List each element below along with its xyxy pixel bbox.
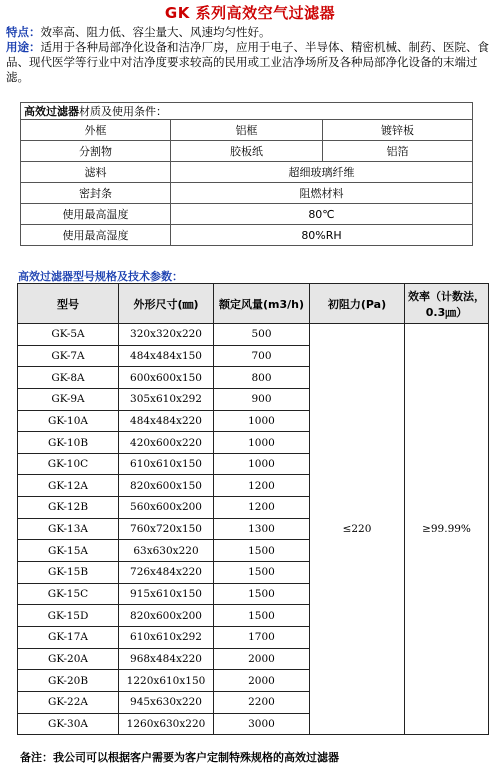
cell-size: 560x600x200 [119,497,214,519]
temp-value: 80℃ [171,204,473,225]
humidity-label: 使用最高湿度 [21,225,171,246]
features-label: 特点： [6,25,41,39]
cell-model: GK-10A [18,410,119,432]
page-title: GK 系列高效空气过滤器 [164,4,336,22]
cell-airflow: 1200 [214,497,310,519]
cell-model: GK-7A [18,345,119,367]
cell-size: 305x610x292 [119,388,214,410]
header-model: 型号 [18,284,119,324]
humidity-value: 80%RH [171,225,473,246]
cell-airflow: 1500 [214,605,310,627]
frame-aluminum: 铝框 [171,120,323,141]
header-resistance: 初阻力(Pa) [310,284,405,324]
spec-row-separator [21,141,473,162]
cell-model: GK-10C [18,453,119,475]
cell-model: GK-13A [18,518,119,540]
cell-airflow: 2000 [214,670,310,692]
cell-airflow: 1700 [214,626,310,648]
cell-airflow: 1300 [214,518,310,540]
cell-model: GK-15A [18,540,119,562]
cell-model: GK-5A [18,324,119,346]
cell-airflow: 3000 [214,713,310,735]
header-airflow: 额定风量(m3/h) [214,284,310,324]
cell-airflow: 1000 [214,453,310,475]
cell-size: 63x630x220 [119,540,214,562]
cell-size: 484x484x150 [119,345,214,367]
cell-model: GK-12B [18,497,119,519]
cell-size: 600x600x150 [119,367,214,389]
cell-model: GK-12A [18,475,119,497]
cell-model: GK-22A [18,691,119,713]
filter-value: 超细玻璃纤维 [171,162,473,183]
cell-size: 484x484x220 [119,410,214,432]
cell-size: 420x600x220 [119,432,214,454]
cell-airflow: 1500 [214,540,310,562]
header-efficiency: 效率（计数法，0.3㎛） [405,284,489,324]
spec-table [20,102,473,246]
features-text: 效率高、阻力低、容尘量大、风速均匀性好。 [40,25,271,39]
usage-text: 适用于各种局部净化设备和洁净厂房，应用于电子、半导体、精密机械、制药、医院、食品、现代医学等行业中对洁净度要求较高的民用或工业洁净场所及各种局部净化设备的末端过滤。 [6,40,489,84]
cell-model: GK-17A [18,626,119,648]
cell-model: GK-10B [18,432,119,454]
cell-airflow: 2000 [214,648,310,670]
separator-label: 分割物 [21,141,171,162]
cell-model: GK-8A [18,367,119,389]
cell-airflow: 2200 [214,691,310,713]
cell-airflow: 1000 [214,432,310,454]
cell-airflow: 1000 [214,410,310,432]
cell-size: 760x720x150 [119,518,214,540]
cell-airflow: 1200 [214,475,310,497]
spec-header-rest: 材质及使用条件： [79,105,167,118]
models-table [17,283,489,735]
cell-size: 915x610x150 [119,583,214,605]
usage-paragraph [6,40,494,85]
cell-model: GK-15D [18,605,119,627]
seal-label: 密封条 [21,183,171,204]
cell-size: 610x610x150 [119,453,214,475]
table-row [18,324,489,346]
separator-foil: 铝箔 [323,141,473,162]
spec-row-seal [21,183,473,204]
cell-size: 945x630x220 [119,691,214,713]
temp-label: 使用最高温度 [21,204,171,225]
filter-label: 滤料 [21,162,171,183]
frame-label: 外框 [21,120,171,141]
cell-airflow: 1500 [214,583,310,605]
cell-model: GK-20A [18,648,119,670]
cell-airflow: 900 [214,388,310,410]
cell-resistance: ≤220 [310,324,405,735]
frame-galvanized: 镀锌板 [323,120,473,141]
features-paragraph [6,25,494,40]
spec-row-frame [21,120,473,141]
spec-header [21,103,473,120]
spec-row-temp [21,204,473,225]
cell-size: 968x484x220 [119,648,214,670]
cell-model: GK-30A [18,713,119,735]
cell-size: 1220x610x150 [119,670,214,692]
spec-row-humidity [21,225,473,246]
cell-size: 1260x630x220 [119,713,214,735]
usage-label: 用途： [6,40,41,54]
cell-airflow: 500 [214,324,310,346]
cell-size: 820x600x200 [119,605,214,627]
separator-paper: 胶板纸 [171,141,323,162]
cell-size: 820x600x150 [119,475,214,497]
cell-model: GK-15C [18,583,119,605]
cell-airflow: 800 [214,367,310,389]
header-size: 外形尺寸(㎜) [119,284,214,324]
models-section-title: 高效过滤器型号规格及技术参数： [18,270,183,283]
spec-row-filter [21,162,473,183]
cell-airflow: 1500 [214,562,310,584]
spec-header-bold: 高效过滤器 [24,105,79,118]
spec-header-row [21,103,473,120]
cell-size: 726x484x220 [119,562,214,584]
seal-value: 阻燃材料 [171,183,473,204]
intro [6,25,494,85]
cell-model: GK-15B [18,562,119,584]
models-header-row [18,284,489,324]
cell-size: 610x610x292 [119,626,214,648]
cell-model: GK-9A [18,388,119,410]
cell-efficiency: ≥99.99% [405,324,489,735]
footer-note: 备注：我公司可以根据客户需要为客户定制特殊规格的高效过滤器 [20,751,339,764]
cell-size: 320x320x220 [119,324,214,346]
cell-model: GK-20B [18,670,119,692]
cell-airflow: 700 [214,345,310,367]
